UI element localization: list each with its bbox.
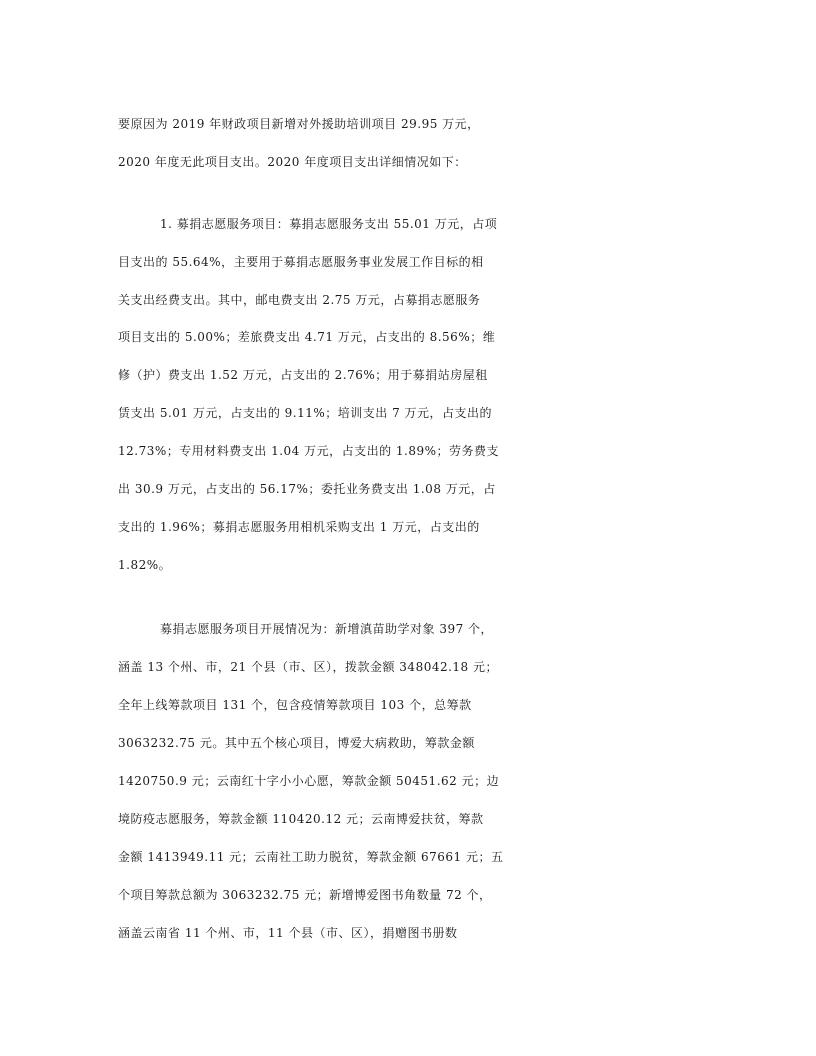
- text-line-5: 关支出经费支出。其中，邮电费支出 2.75 万元，占募捐志愿服务: [118, 293, 481, 307]
- text-line-13: 募捐志愿服务项目开展情况为：新增滇苗助学对象 397 个，: [160, 622, 494, 636]
- text-line-21: 涵盖云南省 11 个州、市，11 个县（市、区），捐赠图书册数: [118, 926, 458, 940]
- text-line-10: 出 30.9 万元，占支出的 56.17%；委托业务费支出 1.08 万元，占: [118, 482, 496, 496]
- text-line-16: 3063232.75 元。其中五个核心项目，博爱大病救助，筹款金额: [118, 736, 475, 750]
- text-line-12: 1.82%。: [118, 558, 172, 572]
- text-line-7: 修（护）费支出 1.52 万元，占支出的 2.76%；用于募捐站房屋租: [118, 368, 488, 382]
- text-line-15: 全年上线筹款项目 131 个，包含疫情筹款项目 103 个，总筹款: [118, 698, 472, 712]
- text-line-6: 项目支出的 5.00%；差旅费支出 4.71 万元，占支出的 8.56%；维: [118, 330, 496, 344]
- text-line-20: 个项目筹款总额为 3063232.75 元；新增博爱图书角数量 72 个，: [118, 888, 492, 902]
- text-line-19: 金额 1413949.11 元；云南社工助力脱贫，筹款金额 67661 元；五: [118, 850, 504, 864]
- text-line-11: 支出的 1.96%；募捐志愿服务用相机采购支出 1 万元，占支出的: [118, 520, 480, 534]
- text-line-4: 目支出的 55.64%，主要用于募捐志愿服务事业发展工作目标的相: [118, 255, 484, 269]
- text-line-3: 1. 募捐志愿服务项目：募捐志愿服务支出 55.01 万元，占项: [160, 217, 498, 231]
- text-line-8: 赁支出 5.01 万元，占支出的 9.11%；培训支出 7 万元，占支出的: [118, 406, 493, 420]
- text-line-18: 境防疫志愿服务，筹款金额 110420.12 元；云南博爱扶贫，筹款: [118, 812, 484, 826]
- text-line-9: 12.73%；专用材料费支出 1.04 万元，占支出的 1.89%；劳务费支: [118, 444, 500, 458]
- text-line-2: 2020 年度无此项目支出。2020 年度项目支出详细情况如下：: [118, 155, 467, 169]
- text-line-1: 要原因为 2019 年财政项目新增对外援助培训项目 29.95 万元，: [118, 117, 480, 131]
- text-line-17: 1420750.9 元；云南红十字小小心愿，筹款金额 50451.62 元；边: [118, 774, 500, 788]
- text-line-14: 涵盖 13 个州、市，21 个县（市、区），拨款金额 348042.18 元；: [118, 660, 499, 674]
